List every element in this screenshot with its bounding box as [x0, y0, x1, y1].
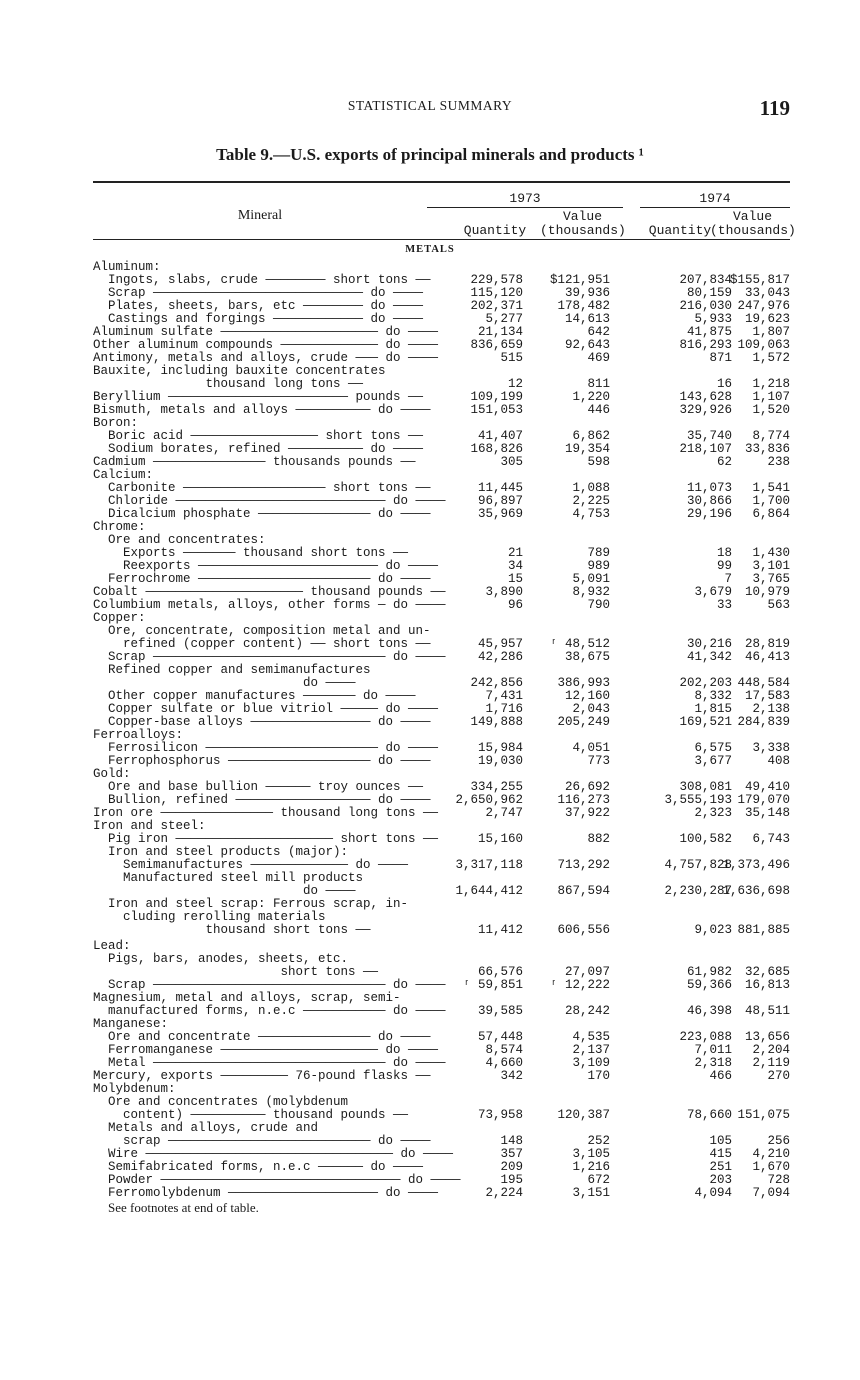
cell-q74: 218,107 — [679, 442, 732, 456]
cell-v74: 7,094 — [752, 1186, 790, 1200]
row-label: Copper: — [93, 611, 146, 625]
cell-v73: 989 — [587, 559, 610, 573]
cell-v74: 1,541 — [752, 481, 790, 495]
cell-q74: 62 — [716, 455, 732, 469]
row-label: Manufactured steel mill products — [123, 871, 364, 885]
row-label: scrap ——————————————————————————— do ———— — [123, 1134, 431, 1148]
row-label: Exports ——————— thousand short tons —— — [123, 546, 409, 560]
row-label: Bullion, refined —————————————————— do ———— — [108, 793, 431, 807]
row-label: Beryllium ———————————————————————— pounds —— — [93, 390, 424, 404]
cell-q73: 1,644,412 — [455, 884, 523, 898]
cell-v73: 8,932 — [572, 585, 610, 599]
cell-q74: 3,679 — [694, 585, 732, 599]
row-label: Ore and concentrates: — [108, 533, 266, 547]
row-label: Iron and steel scrap: Ferrous scrap, in- — [108, 897, 409, 911]
row-label: do ———— — [303, 884, 356, 898]
cell-v74: 1,670 — [752, 1160, 790, 1174]
cell-v73: 3,109 — [572, 1056, 610, 1070]
header-quantity-1973: Quantity — [463, 223, 527, 238]
cell-q73: 149,888 — [470, 715, 523, 729]
cell-q74: 46,398 — [686, 1004, 732, 1018]
cell-q74: 80,159 — [686, 286, 732, 300]
cell-q74: 816,293 — [679, 338, 732, 352]
cell-v74: 6,743 — [752, 832, 790, 846]
row-label: Ferrochrome ——————————————————————— do ———— — [108, 572, 431, 586]
cell-q73: 15,984 — [477, 741, 523, 755]
cell-q74: 6,575 — [694, 741, 732, 755]
cell-v74: 3,101 — [752, 559, 790, 573]
cell-v74: 408 — [767, 754, 790, 768]
row-label: Ingots, slabs, crude ———————— short tons —— — [108, 273, 431, 287]
cell-q73: 21,134 — [477, 325, 523, 339]
cell-q74: 78,660 — [686, 1108, 732, 1122]
cell-v73: 4,051 — [572, 741, 610, 755]
row-label: short tons —— — [280, 965, 379, 979]
cell-q74: 3,555,193 — [664, 793, 732, 807]
cell-q73: 148 — [500, 1134, 523, 1148]
cell-v73: 790 — [587, 598, 610, 612]
cell-v73: 867,594 — [557, 884, 610, 898]
cell-v73: 789 — [587, 546, 610, 560]
cell-v74: 8,774 — [752, 429, 790, 443]
header-quantity-1974: Quantity — [648, 223, 712, 238]
cell-v74: 4,210 — [752, 1147, 790, 1161]
cell-v73: 446 — [587, 403, 610, 417]
cell-q74: 2,323 — [694, 806, 732, 820]
row-label: Other aluminum compounds ————————————— do ———— — [93, 338, 439, 352]
cell-q74: 251 — [709, 1160, 732, 1174]
row-label: Copper-base alloys ———————————————— do ———— — [108, 715, 431, 729]
cell-q74: 30,866 — [686, 494, 732, 508]
cell-q74: 41,875 — [686, 325, 732, 339]
cell-v74: 16,813 — [744, 978, 790, 992]
cell-q74: 2,230,287 — [664, 884, 732, 898]
row-label: Cobalt ————————————————————— thousand pounds —— — [93, 585, 446, 599]
header-year-1973: 1973 — [509, 191, 541, 206]
cell-q73: 73,958 — [477, 1108, 523, 1122]
cell-v74: 270 — [767, 1069, 790, 1083]
cell-q73: 96 — [507, 598, 523, 612]
cell-q73: 19,030 — [477, 754, 523, 768]
cell-q73: 66,576 — [477, 965, 523, 979]
cell-q74: 105 — [709, 1134, 732, 1148]
row-label: Dicalcium phosphate ——————————————— do ———— — [108, 507, 431, 521]
row-label: Lead: — [93, 939, 131, 953]
cell-v74: 1,373,496 — [722, 858, 790, 872]
cell-q73: 109,199 — [470, 390, 523, 404]
cell-v73: $121,951 — [549, 273, 610, 287]
cell-v73: 386,993 — [557, 676, 610, 690]
cell-v73: 642 — [587, 325, 610, 339]
row-label: Ferrosilicon ——————————————————————— do ———— — [108, 741, 439, 755]
row-label: cluding rerolling materials — [123, 910, 326, 924]
cell-q73: 21 — [507, 546, 523, 560]
cell-v73: 28,242 — [564, 1004, 610, 1018]
running-head: STATISTICAL SUMMARY — [347, 98, 513, 113]
cell-q74: 11,073 — [686, 481, 732, 495]
row-label: Columbium metals, alloys, other forms — do ———— — [93, 598, 446, 612]
row-label: Ore and base bullion —————— troy ounces —— — [108, 780, 424, 794]
cell-v74: 2,119 — [752, 1056, 790, 1070]
cell-q74: 30,216 — [686, 637, 732, 651]
cell-q74: 223,088 — [679, 1030, 732, 1044]
cell-q73: 45,957 — [477, 637, 523, 651]
row-label: thousand long tons —— — [205, 377, 364, 391]
cell-v74: 10,979 — [744, 585, 790, 599]
row-label: Other copper manufactures ——————— do ———— — [108, 689, 416, 703]
cell-q73: 836,659 — [470, 338, 523, 352]
row-label: Scrap ——————————————————————————————— do ———— — [108, 978, 446, 992]
cell-q73: 11,412 — [477, 923, 523, 937]
cell-q74: 5,933 — [694, 312, 732, 326]
cell-q74: 33 — [716, 598, 732, 612]
cell-v74: 19,623 — [744, 312, 790, 326]
row-label: Manganese: — [93, 1017, 169, 1031]
cell-v74: 1,218 — [752, 377, 790, 391]
cell-q73: 42,286 — [477, 650, 523, 664]
cell-v73: 5,091 — [572, 572, 610, 586]
cell-q73: 151,053 — [470, 403, 523, 417]
cell-v73: 38,675 — [564, 650, 610, 664]
cell-q73: 168,826 — [470, 442, 523, 456]
footnote: See footnotes at end of table. — [108, 1200, 259, 1215]
row-label: content) —————————— thousand pounds —— — [123, 1108, 409, 1122]
table-title: Table 9.—U.S. exports of principal minerals and products ¹ — [216, 145, 644, 164]
cell-v73: 37,922 — [564, 806, 610, 820]
cell-q74: 59,366 — [686, 978, 732, 992]
row-label: Molybdenum: — [93, 1082, 176, 1096]
row-label: Scrap ———————————————————————————— do ———— — [108, 286, 424, 300]
row-label: Calcium: — [93, 468, 154, 482]
row-label: Iron and steel: — [93, 819, 206, 833]
row-label: Ore and concentrates (molybdenum — [108, 1095, 349, 1109]
cell-q73: 209 — [500, 1160, 523, 1174]
cell-q74: 202,203 — [679, 676, 732, 690]
cell-v73: 1,216 — [572, 1160, 610, 1174]
cell-q73: 5,277 — [485, 312, 523, 326]
table-row — [0, 1187, 860, 1200]
row-label: Pig iron ————————————————————— short tons —— — [108, 832, 439, 846]
cell-v74: 48,511 — [744, 1004, 790, 1018]
cell-q73: 96,897 — [477, 494, 523, 508]
cell-q73: 15 — [507, 572, 523, 586]
header-mineral: Mineral — [237, 208, 283, 223]
row-label: Chloride ———————————————————————————— do ———— — [108, 494, 446, 508]
cell-v74: 1,520 — [752, 403, 790, 417]
cell-v73: 2,225 — [572, 494, 610, 508]
row-label: refined (copper content) —— short tons —— — [123, 637, 431, 651]
cell-q74: 29,196 — [686, 507, 732, 521]
cell-q73: 8,574 — [485, 1043, 523, 1057]
cell-v73: 773 — [587, 754, 610, 768]
cell-v74: 247,976 — [737, 299, 790, 313]
cell-q73: ʳ 59,851 — [462, 978, 523, 992]
cell-v74: 17,583 — [744, 689, 790, 703]
cell-v74: 1,807 — [752, 325, 790, 339]
cell-v74: 256 — [767, 1134, 790, 1148]
cell-v74: 35,148 — [744, 806, 790, 820]
cell-v73: ʳ 12,222 — [549, 978, 610, 992]
row-label: Mercury, exports ————————— 76-pound flasks —— — [93, 1069, 431, 1083]
row-label: Iron and steel products (major): — [108, 845, 349, 859]
row-label: Ferroalloys: — [93, 728, 184, 742]
cell-v74: 238 — [767, 455, 790, 469]
cell-q74: 308,081 — [679, 780, 732, 794]
cell-q74: 207,834 — [679, 273, 732, 287]
cell-q73: 195 — [500, 1173, 523, 1187]
row-label: Ferrophosphorus ——————————————————— do ———— — [108, 754, 431, 768]
row-label: Semimanufactures ————————————— do ———— — [123, 858, 409, 872]
cell-v74: 109,063 — [737, 338, 790, 352]
cell-q74: 41,342 — [686, 650, 732, 664]
cell-v73: 170 — [587, 1069, 610, 1083]
cell-v73: 39,936 — [564, 286, 610, 300]
cell-q73: 12 — [507, 377, 523, 391]
cell-v74: 2,138 — [752, 702, 790, 716]
row-label: Carbonite ——————————————————— short tons —— — [108, 481, 431, 495]
cell-v73: 120,387 — [557, 1108, 610, 1122]
cell-v74: 151,075 — [737, 1108, 790, 1122]
table-row — [0, 924, 860, 937]
cell-q74: 18 — [716, 546, 732, 560]
row-label: thousand short tons —— — [205, 923, 371, 937]
section-metals: METALS — [405, 244, 455, 255]
cell-v74: $155,817 — [729, 273, 790, 287]
cell-v73: 6,862 — [572, 429, 610, 443]
cell-v74: 284,839 — [737, 715, 790, 729]
cell-v73: 672 — [587, 1173, 610, 1187]
row-label: Ferromanganese ————————————————————— do ———— — [108, 1043, 439, 1057]
cell-v73: 4,753 — [572, 507, 610, 521]
row-label: Aluminum: — [93, 260, 161, 274]
cell-q74: 9,023 — [694, 923, 732, 937]
cell-v74: 1,107 — [752, 390, 790, 404]
cell-v73: 178,482 — [557, 299, 610, 313]
cell-v73: 27,097 — [564, 965, 610, 979]
cell-v73: 4,535 — [572, 1030, 610, 1044]
cell-v73: 26,692 — [564, 780, 610, 794]
row-label: Iron ore ——————————————— thousand long tons —— — [93, 806, 439, 820]
row-label: Ferromolybdenum ———————————————————— do ———— — [108, 1186, 439, 1200]
cell-q73: 34 — [507, 559, 523, 573]
cell-q73: 342 — [500, 1069, 523, 1083]
cell-q73: 515 — [500, 351, 523, 365]
cell-q74: 8,332 — [694, 689, 732, 703]
cell-q74: 2,318 — [694, 1056, 732, 1070]
cell-q73: 2,224 — [485, 1186, 523, 1200]
cell-q73: 35,969 — [477, 507, 523, 521]
cell-v74: 881,885 — [737, 923, 790, 937]
cell-v74: 2,204 — [752, 1043, 790, 1057]
cell-v74: 6,864 — [752, 507, 790, 521]
cell-v73: 19,354 — [564, 442, 610, 456]
cell-q74: 169,521 — [679, 715, 732, 729]
cell-q73: 4,660 — [485, 1056, 523, 1070]
cell-v74: 1,430 — [752, 546, 790, 560]
cell-q73: 242,856 — [470, 676, 523, 690]
cell-v74: 1,572 — [752, 351, 790, 365]
cell-v73: 598 — [587, 455, 610, 469]
cell-v74: 46,413 — [744, 650, 790, 664]
cell-v74: 49,410 — [744, 780, 790, 794]
cell-v74: 13,656 — [744, 1030, 790, 1044]
cell-q73: 2,650,962 — [455, 793, 523, 807]
cell-v73: 92,643 — [564, 338, 610, 352]
cell-v73: 205,249 — [557, 715, 610, 729]
row-label: Pigs, bars, anodes, sheets, etc. — [108, 952, 349, 966]
cell-v73: 811 — [587, 377, 610, 391]
cell-q74: 871 — [709, 351, 732, 365]
header-value-1974-l2: (thousands) — [710, 223, 796, 238]
cell-q74: 99 — [716, 559, 732, 573]
cell-v73: 3,105 — [572, 1147, 610, 1161]
cell-v73: 1,220 — [572, 390, 610, 404]
cell-q73: 357 — [500, 1147, 523, 1161]
row-label: Ore, concentrate, composition metal and un- — [108, 624, 431, 638]
cell-q74: 415 — [709, 1147, 732, 1161]
cell-v73: 2,137 — [572, 1043, 610, 1057]
row-label: Cadmium ——————————————— thousands pounds —— — [93, 455, 416, 469]
cell-q73: 11,445 — [477, 481, 523, 495]
row-label: Plates, sheets, bars, etc ———————— do ———— — [108, 299, 424, 313]
row-label: Gold: — [93, 767, 131, 781]
header-value-1973-l1: Value — [562, 209, 602, 224]
row-label: manufactured forms, n.e.c ——————————— do ———— — [108, 1004, 446, 1018]
cell-q74: 216,030 — [679, 299, 732, 313]
cell-q73: 229,578 — [470, 273, 523, 287]
cell-q73: 3,890 — [485, 585, 523, 599]
cell-q74: 100,582 — [679, 832, 732, 846]
cell-v73: 14,613 — [564, 312, 610, 326]
cell-q73: 39,585 — [477, 1004, 523, 1018]
cell-v74: 28,819 — [744, 637, 790, 651]
cell-v74: 1,700 — [752, 494, 790, 508]
row-label: Metals and alloys, crude and — [108, 1121, 319, 1135]
cell-q74: 466 — [709, 1069, 732, 1083]
cell-q73: 2,747 — [485, 806, 523, 820]
cell-v73: 116,273 — [557, 793, 610, 807]
cell-v73: 606,556 — [557, 923, 610, 937]
cell-v73: 3,151 — [572, 1186, 610, 1200]
cell-v73: 882 — [587, 832, 610, 846]
row-label: Chrome: — [93, 520, 146, 534]
row-label: Antimony, metals and alloys, crude ——— do ———— — [93, 351, 439, 365]
row-label: Boric acid ————————————————— short tons —— — [108, 429, 424, 443]
cell-v73: 469 — [587, 351, 610, 365]
cell-q74: 329,926 — [679, 403, 732, 417]
row-label: Wire ————————————————————————————————— do ———— — [108, 1147, 454, 1161]
cell-q74: 1,815 — [694, 702, 732, 716]
row-label: Magnesium, metal and alloys, scrap, semi- — [93, 991, 401, 1005]
cell-v73: 12,160 — [564, 689, 610, 703]
cell-q74: 4,757,828 — [664, 858, 732, 872]
cell-q73: 334,255 — [470, 780, 523, 794]
row-label: Metal ——————————————————————————————— do ———— — [108, 1056, 446, 1070]
cell-q73: 305 — [500, 455, 523, 469]
cell-v74: 1,636,698 — [722, 884, 790, 898]
cell-v74: 728 — [767, 1173, 790, 1187]
row-label: Sodium borates, refined —————————— do ———— — [108, 442, 424, 456]
cell-v74: 179,070 — [737, 793, 790, 807]
cell-v74: 3,765 — [752, 572, 790, 586]
row-label: Bismuth, metals and alloys —————————— do ———— — [93, 403, 431, 417]
cell-q73: 7,431 — [485, 689, 523, 703]
header-year-1974: 1974 — [699, 191, 731, 206]
cell-v74: 448,584 — [737, 676, 790, 690]
row-label: Castings and forgings ———————————— do ———— — [108, 312, 424, 326]
cell-q74: 4,094 — [694, 1186, 732, 1200]
cell-q73: 41,407 — [477, 429, 523, 443]
cell-q74: 35,740 — [686, 429, 732, 443]
cell-q73: 57,448 — [477, 1030, 523, 1044]
cell-q73: 15,160 — [477, 832, 523, 846]
cell-v73: 713,292 — [557, 858, 610, 872]
cell-q74: 143,628 — [679, 390, 732, 404]
cell-q74: 3,677 — [694, 754, 732, 768]
cell-v74: 33,836 — [744, 442, 790, 456]
row-label: Copper sulfate or blue vitriol ————— do ———— — [108, 702, 439, 716]
row-label: Refined copper and semimanufactures — [108, 663, 371, 677]
row-label: Scrap ——————————————————————————————— do ———— — [108, 650, 446, 664]
cell-q74: 16 — [716, 377, 732, 391]
row-label: Semifabricated forms, n.e.c —————— do ———— — [108, 1160, 424, 1174]
header-value-1973-l2: (thousands) — [540, 223, 626, 238]
cell-q74: 7 — [724, 572, 732, 586]
cell-q74: 203 — [709, 1173, 732, 1187]
cell-v74: 3,338 — [752, 741, 790, 755]
cell-v73: 2,043 — [572, 702, 610, 716]
row-label: do ———— — [303, 676, 356, 690]
cell-q73: 115,120 — [470, 286, 523, 300]
cell-v74: 563 — [767, 598, 790, 612]
cell-q73: 3,317,118 — [455, 858, 523, 872]
cell-v74: 33,043 — [744, 286, 790, 300]
cell-q73: 1,716 — [485, 702, 523, 716]
cell-q74: 61,982 — [686, 965, 732, 979]
row-label: Reexports ———————————————————————— do ———— — [123, 559, 439, 573]
cell-q74: 7,011 — [694, 1043, 732, 1057]
cell-v73: 252 — [587, 1134, 610, 1148]
page-number: 119 — [759, 96, 790, 120]
cell-v74: 32,685 — [744, 965, 790, 979]
row-label: Ore and concentrate ——————————————— do ———— — [108, 1030, 431, 1044]
header-value-1974-l1: Value — [732, 209, 772, 224]
cell-v73: 1,088 — [572, 481, 610, 495]
row-label: Boron: — [93, 416, 139, 430]
cell-q73: 202,371 — [470, 299, 523, 313]
row-label: Bauxite, including bauxite concentrates — [93, 364, 386, 378]
row-label: Aluminum sulfate ————————————————————— do ———— — [93, 325, 439, 339]
row-label: Powder ———————————————————————————————— do ———— — [108, 1173, 461, 1187]
cell-v73: ʳ 48,512 — [549, 637, 610, 651]
